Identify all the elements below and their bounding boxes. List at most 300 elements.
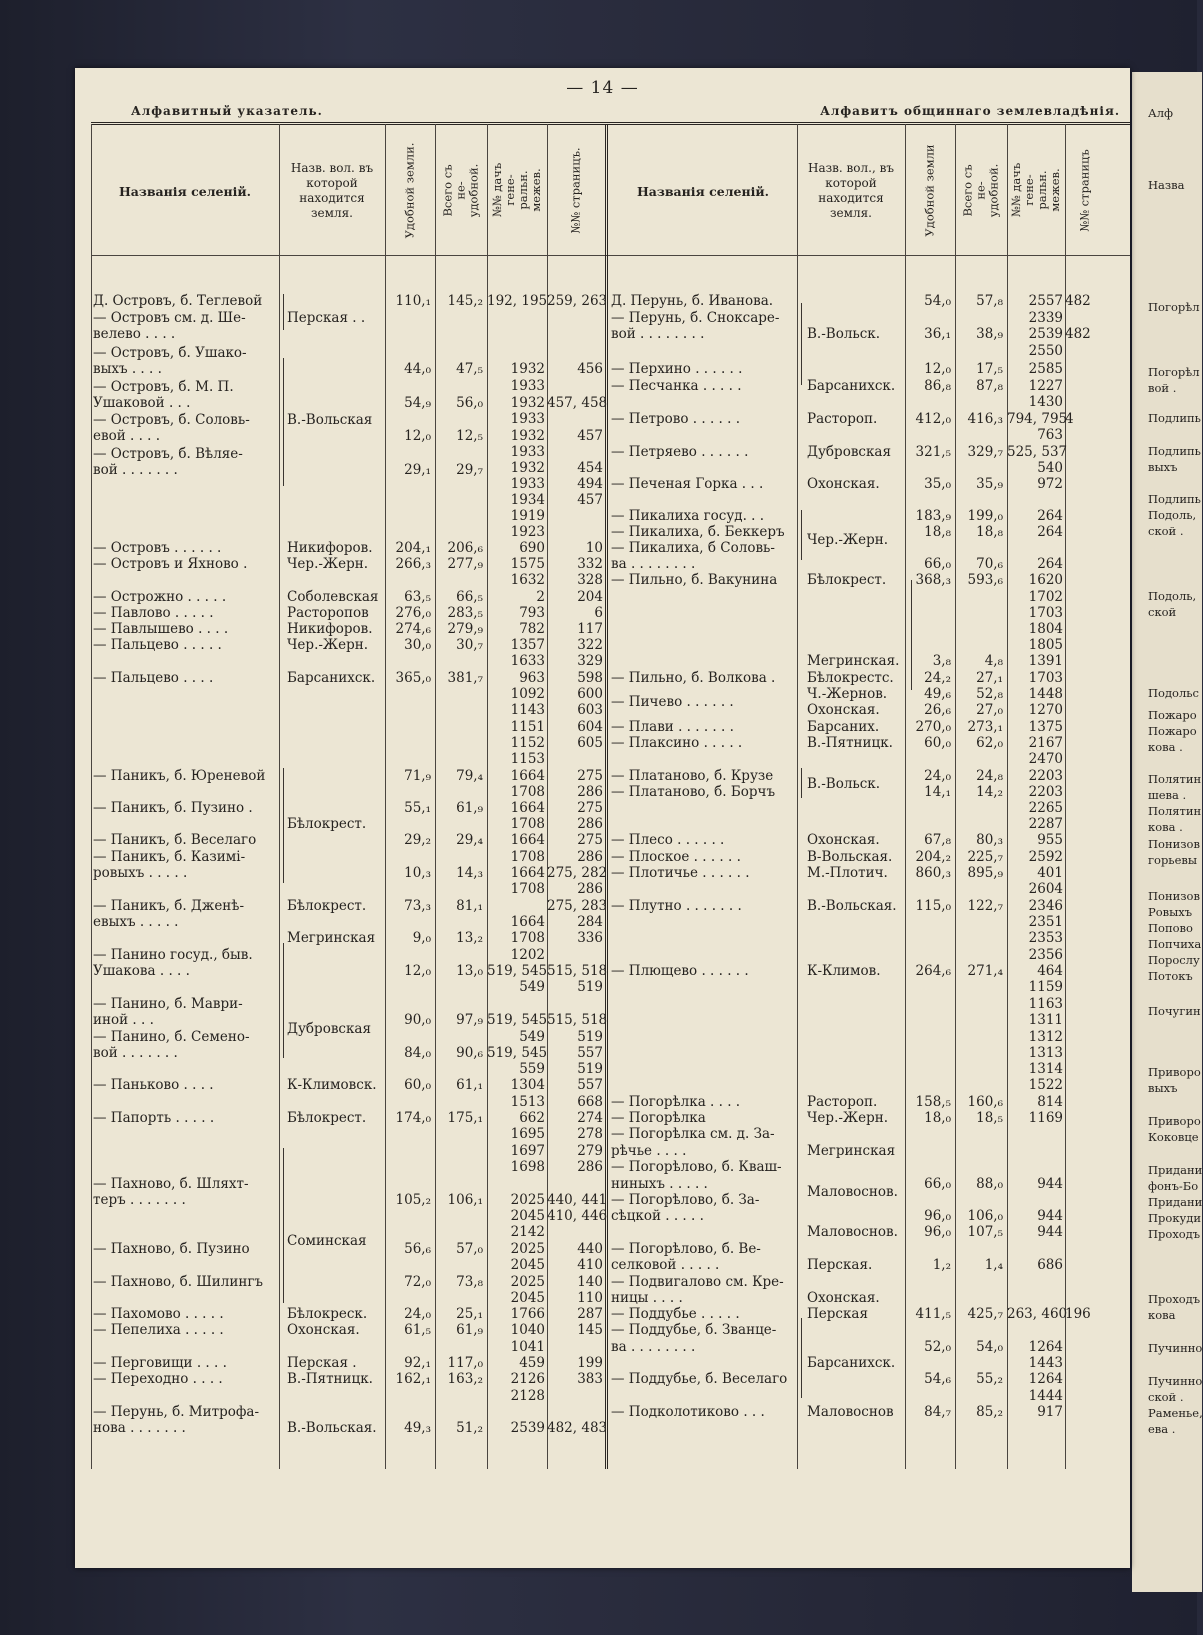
page-ref: 284	[577, 914, 603, 930]
volost-name: В-Вольская.	[807, 849, 893, 865]
arable-land: 55,₁	[404, 800, 431, 816]
arable-land: 30,₀	[404, 637, 431, 653]
brace	[801, 303, 805, 385]
survey-plot-no: 1375	[1028, 719, 1063, 735]
total-land: 73,₈	[456, 1274, 483, 1290]
volost-name: К-Климовск.	[287, 1077, 377, 1093]
survey-plot-no: 1143	[510, 702, 545, 718]
volost-name: В.-Вольская.	[287, 1420, 377, 1436]
page-ref: 287	[577, 1306, 603, 1322]
page-ref: 6	[594, 605, 603, 621]
arable-land: 84,₇	[924, 1404, 951, 1420]
arable-land: 860,₃	[915, 865, 951, 881]
total-land: 25,₁	[456, 1306, 483, 1322]
survey-plot-no: 2025	[510, 1192, 545, 1208]
arable-land: 96,₀	[924, 1224, 951, 1240]
volost-name: Барсанихск.	[287, 670, 376, 686]
next-page-fragment: Пожаро	[1148, 708, 1197, 722]
survey-plot-no: 1169	[1028, 1110, 1063, 1126]
settlement-name: иной . . .	[93, 1012, 154, 1028]
total-land: 30,₇	[456, 637, 483, 653]
page-ref: 332	[577, 556, 603, 572]
volost-name: Ч.-Жернов.	[807, 686, 888, 702]
arable-land: 67,₈	[924, 832, 951, 848]
volost-name: Барсанихск.	[807, 378, 896, 394]
total-land: 61,₁	[456, 1077, 483, 1093]
page-ref: 140	[577, 1274, 603, 1290]
page-ref: 494	[577, 476, 603, 492]
next-page-fragment: Придани	[1148, 1195, 1203, 1209]
settlement-name: ва . . . . . . . .	[611, 556, 696, 572]
total-land: 97,₉	[456, 1012, 483, 1028]
settlement-name: — Пичево . . . . . .	[611, 694, 734, 710]
survey-plot-no: 1092	[510, 686, 545, 702]
volost-name: Бѣлокрест.	[807, 572, 887, 588]
arable-land: 276,₀	[395, 605, 431, 621]
settlement-name: евой . . . .	[93, 428, 161, 444]
volost-name: М.-Плотич.	[807, 865, 888, 881]
volost-name: Расторопов	[287, 605, 369, 621]
total-land: 62,₀	[976, 735, 1003, 751]
survey-plot-no: 1932	[510, 460, 545, 476]
total-land: 13,₀	[456, 963, 483, 979]
survey-plot-no: 2203	[1028, 768, 1063, 784]
volost-name: В.-Вольская	[287, 412, 373, 428]
arable-land: 18,₀	[924, 1110, 951, 1126]
total-land: 81,₁	[456, 898, 483, 914]
survey-plot-no: 1804	[1028, 621, 1063, 637]
survey-plot-no: 2126	[510, 1371, 545, 1387]
page-ref: 278	[577, 1126, 603, 1142]
volost-name: Никифоров.	[287, 621, 373, 637]
survey-plot-no: 2287	[1028, 816, 1063, 832]
header-volost-right: Назв. вол., въ которой находится земля.	[808, 161, 894, 220]
volost-name: Дубровская	[807, 444, 891, 460]
next-page-fragment: Погорѣл	[1148, 365, 1200, 379]
volost-name: Маловоснов.	[807, 1224, 898, 1240]
page-ref: 440, 441	[547, 1192, 608, 1208]
next-page-fragment: Попчиха	[1148, 937, 1202, 951]
arable-land: 60,₀	[404, 1077, 431, 1093]
arable-land: 60,₀	[924, 735, 951, 751]
page-ref: 482	[1065, 293, 1091, 309]
next-page-fragment: Проходъ	[1148, 1292, 1201, 1306]
settlement-name: — Островъ см. д. Ше-	[93, 310, 246, 326]
survey-plot-no: 1448	[1028, 686, 1063, 702]
arable-land: 110,₁	[395, 293, 431, 309]
total-land: 57,₀	[456, 1241, 483, 1257]
header-dachi-right: №№ дачъ гене-ральн. межев.	[1009, 162, 1062, 218]
settlement-name: — Пикалиха, б. Беккеръ	[611, 524, 785, 540]
survey-plot-no: 464	[1037, 963, 1063, 979]
total-land: 160,₆	[967, 1094, 1003, 1110]
survey-plot-no: 944	[1037, 1176, 1063, 1192]
page-ref: 329	[577, 653, 603, 669]
survey-plot-no: 2265	[1028, 800, 1063, 816]
volost-name: Мегринская	[807, 1143, 896, 1159]
next-page-fragment: Почугин	[1148, 1004, 1201, 1018]
page-ref: 286	[577, 1159, 603, 1175]
survey-plot-no: 1708	[510, 849, 545, 865]
total-land: 163,₂	[447, 1371, 483, 1387]
volost-name: Перская .	[287, 1355, 357, 1371]
arable-land: 86,₈	[924, 378, 951, 394]
survey-plot-no: 2045	[510, 1257, 545, 1273]
settlement-name: — Пахново, б. Шилингъ	[93, 1274, 264, 1290]
arable-land: 14,₁	[924, 784, 951, 800]
settlement-name: — Паникъ, б. Казимі-	[93, 849, 246, 865]
total-land: 29,₄	[456, 832, 483, 848]
survey-plot-no: 1311	[1028, 1012, 1063, 1028]
page-ref: 275	[577, 832, 603, 848]
settlement-name: — Пильно, б. Вакунина	[611, 572, 778, 588]
settlement-name: — Пикалиха госуд. . .	[611, 508, 765, 524]
next-page-fragment: Потокъ	[1148, 969, 1193, 983]
total-land: 593,₆	[967, 572, 1003, 588]
survey-plot-no: 814	[1037, 1094, 1063, 1110]
next-page-fragment: кова	[1148, 1308, 1176, 1322]
total-land: 416,₃	[967, 411, 1003, 427]
arable-land: 204,₂	[915, 849, 951, 865]
volost-name: Перская . .	[287, 310, 366, 326]
arable-land: 24,₂	[924, 670, 951, 686]
page-ref: 519	[577, 1061, 603, 1077]
settlement-name: — Плесо . . . . . .	[611, 832, 725, 848]
settlement-name: — Плотичье . . . . . .	[611, 865, 750, 881]
page-ref: 286	[577, 849, 603, 865]
page-ref: 515, 518	[547, 1012, 608, 1028]
total-land: 895,₉	[967, 865, 1003, 881]
survey-plot-no: 1805	[1028, 637, 1063, 653]
page-ref: 557	[577, 1045, 603, 1061]
settlement-name: Ушаковой . . .	[93, 395, 191, 411]
survey-plot-no: 955	[1037, 832, 1063, 848]
survey-plot-no: 1202	[510, 947, 545, 963]
arable-land: 1,₂	[932, 1257, 951, 1273]
total-land: 271,₄	[967, 963, 1003, 979]
page-ref: 204	[577, 589, 603, 605]
volost-name: Чер.-Жерн.	[807, 532, 889, 548]
settlement-name: — Паникъ, б. Дженѣ-	[93, 898, 245, 914]
brace	[283, 943, 287, 1058]
survey-plot-no: 1932	[510, 361, 545, 377]
volost-name: Растороп.	[807, 1094, 878, 1110]
page-ref: 279	[577, 1143, 603, 1159]
survey-plot-no: 1697	[510, 1143, 545, 1159]
settlement-name: рѣчье . . . .	[611, 1143, 687, 1159]
survey-plot-no: 1575	[510, 556, 545, 572]
survey-plot-no: 549	[519, 1029, 545, 1045]
page-ref: 456	[577, 361, 603, 377]
settlement-name: селковой . . . . .	[611, 1257, 720, 1273]
settlement-name: — Плави . . . . . . .	[611, 719, 734, 735]
page-ref: 482, 483	[547, 1420, 608, 1436]
arable-land: 174,₀	[395, 1110, 431, 1126]
arable-land: 3,₈	[932, 653, 951, 669]
next-page-fragment: Пучинно	[1148, 1341, 1203, 1355]
settlement-name: нова . . . . . . .	[93, 1420, 186, 1436]
total-land: 199,₀	[967, 508, 1003, 524]
settlement-name: — Паникъ, б. Веселаго	[93, 832, 257, 848]
volost-name: Чер.-Жерн.	[807, 1110, 889, 1126]
running-header-left: Алфавитный указатель.	[131, 104, 323, 118]
total-land: 17,₅	[976, 361, 1003, 377]
arable-land: 44,₀	[404, 361, 431, 377]
page-ref: 196	[1065, 1306, 1091, 1322]
arable-land: 270,₀	[915, 719, 951, 735]
total-land: 14,₃	[456, 865, 483, 881]
arable-land: 12,₀	[404, 963, 431, 979]
total-land: 38,₉	[976, 326, 1003, 342]
settlement-name: — Песчанка . . . . .	[611, 378, 742, 394]
survey-plot-no: 794, 795	[1007, 411, 1068, 427]
survey-plot-no: 662	[519, 1110, 545, 1126]
total-land: 24,₈	[976, 768, 1003, 784]
page-ref: 605	[577, 735, 603, 751]
next-page-fragment: Попово	[1148, 921, 1193, 935]
page-ref: 457	[577, 492, 603, 508]
survey-plot-no: 1159	[1028, 979, 1063, 995]
survey-plot-no: 2128	[510, 1388, 545, 1404]
volost-name: Охонская.	[807, 832, 880, 848]
settlement-name: — Панино, б. Маври-	[93, 996, 243, 1012]
survey-plot-no: 2470	[1028, 751, 1063, 767]
arable-land: 162,₁	[395, 1371, 431, 1387]
arable-land: 84,₀	[404, 1045, 431, 1061]
settlement-name: — Пильно, б. Волкова .	[611, 670, 776, 686]
page-ref: 286	[577, 816, 603, 832]
survey-plot-no: 2550	[1028, 343, 1063, 359]
next-page-fragment: Проходъ	[1148, 1227, 1201, 1241]
volost-name: Барсанихск.	[807, 1355, 896, 1371]
survey-plot-no: 1664	[510, 865, 545, 881]
settlement-name: — Островъ, б. Вѣляе-	[93, 446, 243, 462]
volost-name: В.-Вольская.	[807, 898, 897, 914]
arable-land: 90,₀	[404, 1012, 431, 1028]
survey-plot-no: 1264	[1028, 1371, 1063, 1387]
arable-land: 72,₀	[404, 1274, 431, 1290]
page-ref: 598	[577, 670, 603, 686]
page-ref: 457, 458	[547, 395, 608, 411]
settlement-name: Ушакова . . . .	[93, 963, 190, 979]
total-land: 425,₇	[967, 1306, 1003, 1322]
survey-plot-no: 1933	[510, 411, 545, 427]
settlement-name: Д. Островъ, б. Теглевой	[93, 293, 263, 309]
settlement-name: — Подвигалово см. Кре-	[611, 1274, 784, 1290]
next-page-fragment: Раменье,	[1148, 1406, 1203, 1420]
volost-name: В.-Вольск.	[807, 776, 881, 792]
volost-name: Маловоснов	[807, 1404, 894, 1420]
arable-land: 10,₃	[404, 865, 431, 881]
settlement-name: — Подколотиково . . .	[611, 1404, 765, 1420]
settlement-name: — Перхино . . . . . .	[611, 361, 743, 377]
next-page-fragment: Пожаро	[1148, 724, 1197, 738]
survey-plot-no: 782	[519, 621, 545, 637]
survey-plot-no: 2	[536, 589, 545, 605]
total-land: 29,₇	[456, 462, 483, 478]
total-land: 80,₃	[976, 832, 1003, 848]
survey-plot-no: 963	[519, 670, 545, 686]
settlement-name: ниныхъ . . . . .	[611, 1176, 708, 1192]
volost-name: Мегринская.	[807, 653, 900, 669]
survey-plot-no: 1933	[510, 444, 545, 460]
arable-land: 56,₆	[404, 1241, 431, 1257]
settlement-name: — Погорѣлово, б. Ве-	[611, 1241, 761, 1257]
page-ref: 519	[577, 1029, 603, 1045]
page-ref: 286	[577, 881, 603, 897]
total-land: 277,₉	[447, 556, 483, 572]
next-page-fragment: выхъ	[1148, 460, 1178, 474]
next-page-fragment: выхъ	[1148, 1081, 1178, 1095]
volost-name: Чер.-Жерн.	[287, 637, 369, 653]
total-land: 85,₂	[976, 1404, 1003, 1420]
survey-plot-no: 2351	[1028, 914, 1063, 930]
total-land: 87,₈	[976, 378, 1003, 394]
header-pages-left: №№ страницъ.	[568, 146, 583, 234]
survey-plot-no: 1312	[1028, 1029, 1063, 1045]
settlement-name: — Переходно . . . .	[93, 1371, 223, 1387]
page-ref: 600	[577, 686, 603, 702]
arable-land: 73,₃	[404, 898, 431, 914]
settlement-name: — Погорѣлово, б. Кваш-	[611, 1159, 782, 1175]
page-ref: 110	[577, 1290, 603, 1306]
volost-name: Бѣлокрест.	[287, 1110, 367, 1126]
arable-land: 12,₀	[404, 428, 431, 444]
page-ref: 519	[577, 979, 603, 995]
survey-plot-no: 264	[1037, 524, 1063, 540]
settlement-name: — Пикалиха, б Соловь-	[611, 540, 775, 556]
survey-plot-no: 1702	[1028, 589, 1063, 605]
settlement-name: ровыхъ . . . . .	[93, 865, 188, 881]
volost-name: Маловоснов.	[807, 1184, 898, 1200]
arable-land: 321,₅	[915, 444, 951, 460]
survey-plot-no: 1703	[1028, 605, 1063, 621]
next-page-fragment: Понизов	[1148, 889, 1200, 903]
page-ref: 440	[577, 1241, 603, 1257]
next-page-fragment: Подлипь	[1148, 411, 1201, 425]
arable-land: 49,₆	[924, 686, 951, 702]
volost-name: Дубровская	[287, 1021, 371, 1037]
page-ref: 410	[577, 1257, 603, 1273]
arable-land: 71,₉	[404, 768, 431, 784]
page-ref: 274	[577, 1110, 603, 1126]
total-land: 106,₁	[447, 1192, 483, 1208]
survey-plot-no: 686	[1037, 1257, 1063, 1273]
brace	[801, 1318, 805, 1398]
total-land: 106,₀	[967, 1208, 1003, 1224]
next-page-fragment: Подоль,	[1148, 589, 1197, 603]
total-land: 35,₉	[976, 476, 1003, 492]
next-page-fragment: Полятин	[1148, 772, 1202, 786]
total-land: 175,₁	[447, 1110, 483, 1126]
survey-plot-no: 1695	[510, 1126, 545, 1142]
survey-plot-no: 525, 537	[1007, 444, 1068, 460]
survey-plot-no: 2203	[1028, 784, 1063, 800]
total-land: 90,₆	[456, 1045, 483, 1061]
arable-land: 204,₁	[395, 540, 431, 556]
survey-plot-no: 917	[1037, 1404, 1063, 1420]
next-page-fragment: вой .	[1148, 381, 1177, 395]
arable-land: 411,₅	[915, 1306, 951, 1322]
brace	[283, 1148, 287, 1303]
next-page-fragment: кова .	[1148, 820, 1183, 834]
arable-land: 54,₆	[924, 1371, 951, 1387]
next-page-fragment: Пучинно	[1148, 1374, 1203, 1388]
header-total-left: Всего съ не-удобной.	[440, 163, 481, 217]
next-page-fragment: ской .	[1148, 524, 1184, 538]
volost-name: К-Климов.	[807, 963, 881, 979]
survey-plot-no: 1444	[1028, 1388, 1063, 1404]
next-page-fragment: ской	[1148, 605, 1177, 619]
arable-land: 183,₉	[915, 508, 951, 524]
survey-plot-no: 519, 545	[487, 1045, 548, 1061]
settlement-name: — Перговищи . . . .	[93, 1355, 227, 1371]
settlement-name: — Печеная Горка . . .	[611, 476, 764, 492]
arable-land: 35,₀	[924, 476, 951, 492]
settlement-name: — Пахново, б. Пузино	[93, 1241, 250, 1257]
survey-plot-no: 690	[519, 540, 545, 556]
header-total-right: Всего съ не-удобной.	[960, 163, 1001, 217]
next-page-fragment: фонъ-Бо	[1148, 1179, 1199, 1193]
survey-plot-no: 1932	[510, 395, 545, 411]
total-land: 61,₉	[456, 800, 483, 816]
column-rule	[91, 124, 92, 1469]
arable-land: 63,₅	[404, 589, 431, 605]
settlement-name: — Пепелиха . . . . .	[93, 1322, 224, 1338]
arable-land: 66,₀	[924, 556, 951, 572]
next-page-fragment: Погорѣл	[1148, 300, 1200, 314]
arable-land: 18,₈	[924, 524, 951, 540]
settlement-name: — Островъ . . . . . .	[93, 540, 222, 556]
page-ref: 4	[1065, 411, 1074, 427]
settlement-name: — Поддубье . . . . .	[611, 1306, 740, 1322]
survey-plot-no: 1933	[510, 476, 545, 492]
arable-land: 365,₀	[395, 670, 431, 686]
page-ref: 259, 263	[547, 293, 608, 309]
volost-name: Барсаних.	[807, 719, 880, 735]
settlement-name: — Перунь, б. Сноксаре-	[611, 310, 780, 326]
survey-plot-no: 1633	[510, 653, 545, 669]
next-page-fragment: Подоль,	[1148, 508, 1197, 522]
page-ref: 275	[577, 768, 603, 784]
total-land: 107,₅	[967, 1224, 1003, 1240]
survey-plot-no: 1632	[510, 572, 545, 588]
survey-plot-no: 1227	[1028, 378, 1063, 394]
volost-name: Мегринская	[287, 930, 376, 946]
page-ref: 515, 518	[547, 963, 608, 979]
total-land: 13,₂	[456, 930, 483, 946]
survey-plot-no: 944	[1037, 1224, 1063, 1240]
page-ref: 482	[1065, 326, 1091, 342]
settlement-name: — Паникъ, б. Юреневой	[93, 768, 266, 784]
settlement-name: Д. Перунь, б. Иванова.	[611, 293, 774, 309]
settlement-name: — Острожно . . . . .	[93, 589, 227, 605]
settlement-name: ницы . . . .	[611, 1290, 683, 1306]
survey-plot-no: 192, 195	[487, 293, 548, 309]
settlement-name: — Островъ, б. Соловь-	[93, 412, 250, 428]
total-land: 27,₀	[976, 702, 1003, 718]
header-volost-left: Назв. вол. въ которой находится земля.	[290, 161, 374, 220]
settlement-name: — Островъ и Яхново .	[93, 556, 248, 572]
next-page-fragment: горьевы	[1148, 853, 1198, 867]
total-land: 55,₂	[976, 1371, 1003, 1387]
settlement-name: — Островъ, б. Ушако-	[93, 345, 247, 361]
header-dachi-left: №№ дачъ гене-ральн. межев.	[490, 162, 543, 218]
survey-plot-no: 1664	[510, 768, 545, 784]
volost-name: Перская.	[807, 1257, 873, 1273]
survey-plot-no: 2353	[1028, 930, 1063, 946]
settlement-name: — Папорть . . . . .	[93, 1110, 215, 1126]
